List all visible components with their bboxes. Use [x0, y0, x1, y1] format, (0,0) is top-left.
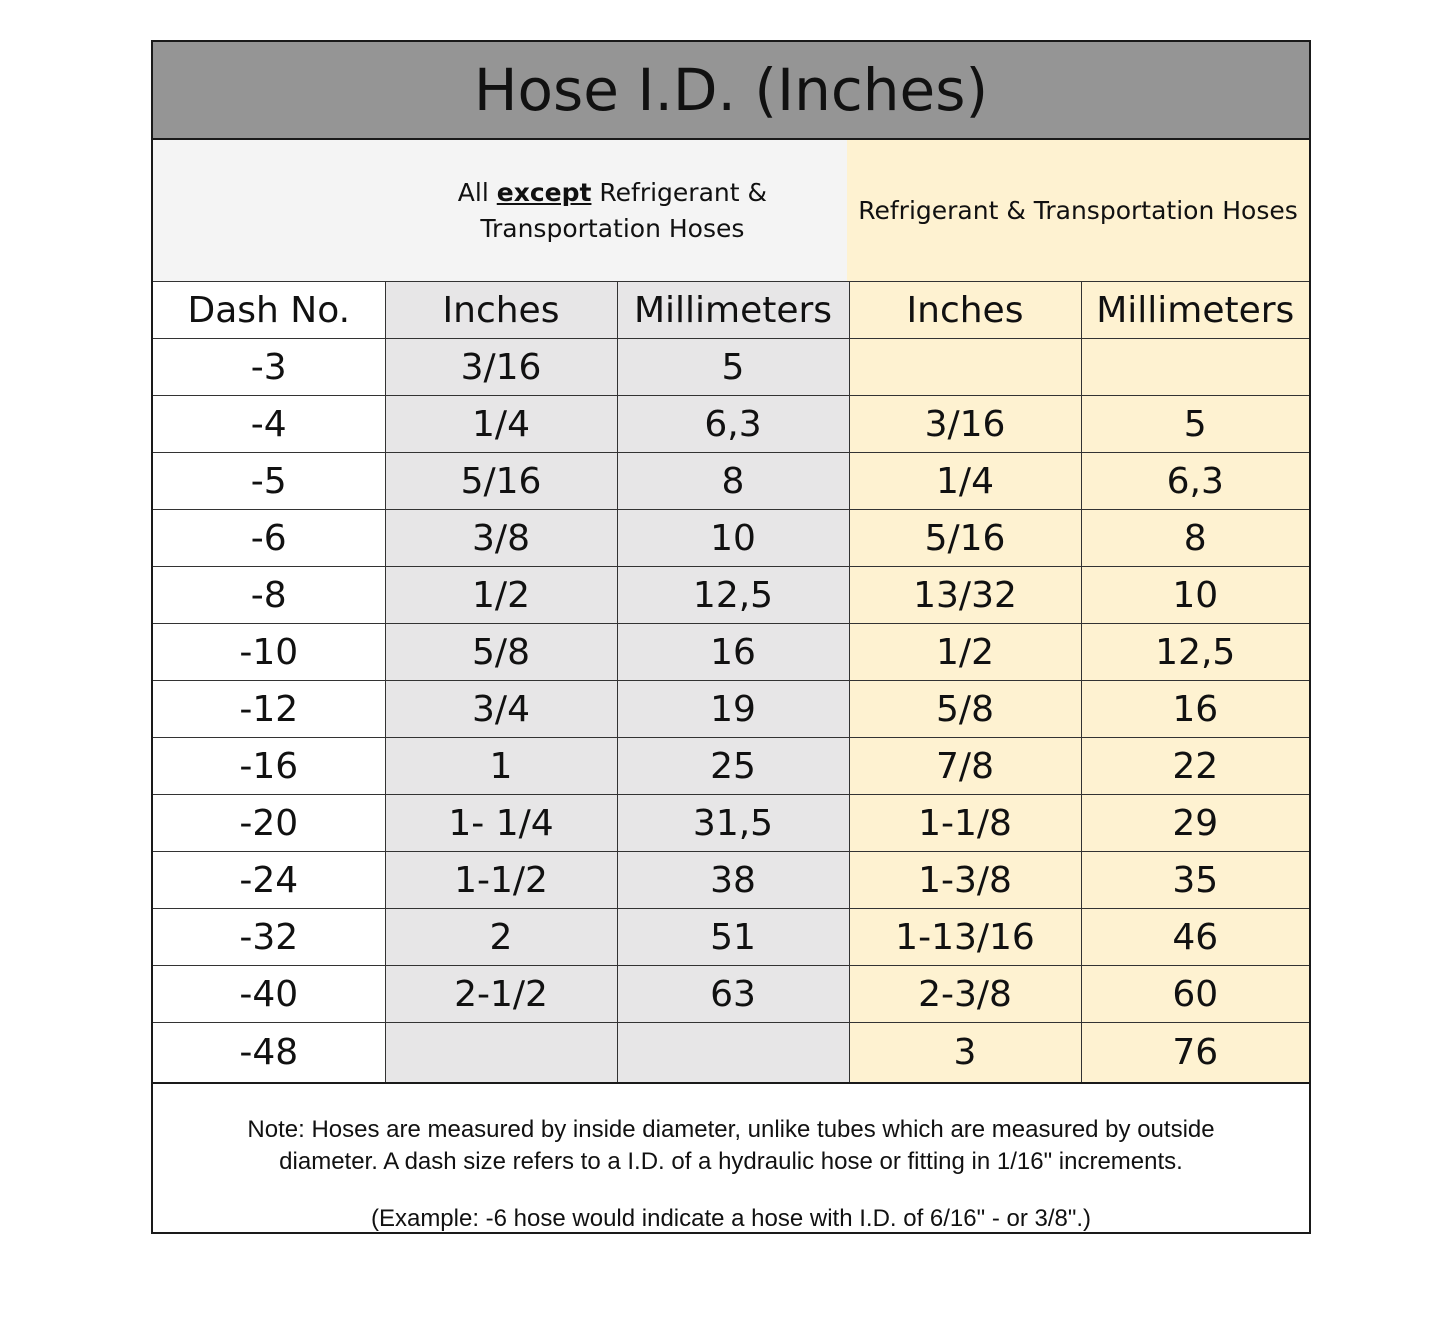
cell-inches-standard: 5/16 — [385, 453, 617, 510]
cell-mm-standard: 5 — [617, 339, 849, 396]
group-header-row — [153, 140, 1309, 283]
cell-mm-refrigerant: 46 — [1081, 909, 1309, 966]
cell-dash-no: -12 — [153, 681, 385, 738]
table-row — [153, 567, 1309, 624]
group-left-emphasis: except — [496, 177, 592, 207]
cell-inches-standard: 3/16 — [385, 339, 617, 396]
cell-inches-standard: 1/4 — [385, 396, 617, 453]
cell-mm-standard: 31,5 — [617, 795, 849, 852]
cell-mm-refrigerant: 35 — [1081, 852, 1309, 909]
note-line-1: Note: Hoses are measured by inside diameter, unlike tubes which are measured by outside — [247, 1116, 1215, 1143]
cell-mm-standard: 25 — [617, 738, 849, 795]
cell-inches-refrigerant: 1/4 — [849, 453, 1081, 510]
cell-inches-standard: 3/8 — [385, 510, 617, 567]
cell-inches-standard: 1- 1/4 — [385, 795, 617, 852]
cell-inches-refrigerant: 1-1/8 — [849, 795, 1081, 852]
cell-mm-refrigerant: 22 — [1081, 738, 1309, 795]
col-header-mm-refrigerant: Millimeters — [1081, 282, 1309, 339]
cell-inches-standard: 1/2 — [385, 567, 617, 624]
cell-inches-refrigerant: 1-3/8 — [849, 852, 1081, 909]
cell-mm-standard: 51 — [617, 909, 849, 966]
cell-mm-standard: 10 — [617, 510, 849, 567]
cell-inches-refrigerant: 5/16 — [849, 510, 1081, 567]
note-line-2: diameter. A dash size refers to a I.D. of a hydraulic hose or fitting in 1/16" increments. — [279, 1148, 1183, 1175]
column-header-row — [153, 282, 1309, 339]
cell-mm-standard: 8 — [617, 453, 849, 510]
cell-inches-standard: 1 — [385, 738, 617, 795]
cell-mm-refrigerant: 76 — [1081, 1023, 1309, 1084]
col-header-mm-standard: Millimeters — [617, 282, 849, 339]
table-row — [153, 852, 1309, 909]
cell-mm-standard: 63 — [617, 966, 849, 1023]
group-left-line2: Transportation Hoses — [480, 213, 745, 243]
table-row — [153, 966, 1309, 1023]
cell-mm-refrigerant — [1081, 339, 1309, 396]
cell-mm-standard: 19 — [617, 681, 849, 738]
cell-inches-standard: 5/8 — [385, 624, 617, 681]
cell-inches-refrigerant: 2-3/8 — [849, 966, 1081, 1023]
cell-dash-no: -5 — [153, 453, 385, 510]
cell-inches-refrigerant: 13/32 — [849, 567, 1081, 624]
cell-dash-no: -40 — [153, 966, 385, 1023]
table-row — [153, 909, 1309, 966]
table-row — [153, 738, 1309, 795]
cell-mm-standard: 12,5 — [617, 567, 849, 624]
cell-dash-no: -32 — [153, 909, 385, 966]
col-header-inches-refrigerant: Inches — [849, 282, 1081, 339]
col-header-dash: Dash No. — [153, 282, 385, 339]
cell-inches-refrigerant: 7/8 — [849, 738, 1081, 795]
group-left-suffix: Refrigerant & — [591, 177, 767, 207]
cell-dash-no: -16 — [153, 738, 385, 795]
cell-mm-refrigerant: 60 — [1081, 966, 1309, 1023]
table-row — [153, 453, 1309, 510]
cell-dash-no: -6 — [153, 510, 385, 567]
group-left-prefix: All — [457, 177, 497, 207]
cell-mm-refrigerant: 8 — [1081, 510, 1309, 567]
cell-inches-refrigerant — [849, 339, 1081, 396]
note-example: (Example: -6 hose would indicate a hose with I.D. of 6/16" - or 3/8".) — [370, 1205, 1092, 1232]
cell-inches-refrigerant: 3/16 — [849, 396, 1081, 453]
cell-mm-standard: 6,3 — [617, 396, 849, 453]
table-row — [153, 396, 1309, 453]
cell-inches-refrigerant: 3 — [849, 1023, 1081, 1084]
table-row — [153, 510, 1309, 567]
cell-mm-refrigerant: 16 — [1081, 681, 1309, 738]
col-header-inches-standard: Inches — [385, 282, 617, 339]
hose-size-chart — [151, 40, 1311, 1234]
cell-mm-refrigerant: 29 — [1081, 795, 1309, 852]
cell-dash-no: -3 — [153, 339, 385, 396]
cell-mm-standard: 16 — [617, 624, 849, 681]
table-row — [153, 624, 1309, 681]
table-row — [153, 681, 1309, 738]
cell-dash-no: -48 — [153, 1023, 385, 1084]
cell-inches-refrigerant: 1/2 — [849, 624, 1081, 681]
footnote — [153, 1114, 1309, 1235]
table-row — [153, 1023, 1309, 1084]
cell-inches-standard: 2 — [385, 909, 617, 966]
cell-mm-refrigerant: 12,5 — [1081, 624, 1309, 681]
cell-dash-no: -4 — [153, 396, 385, 453]
group-header-standard — [153, 140, 847, 281]
cell-mm-standard: 38 — [617, 852, 849, 909]
cell-inches-refrigerant: 5/8 — [849, 681, 1081, 738]
cell-dash-no: -10 — [153, 624, 385, 681]
table-row — [153, 339, 1309, 396]
cell-dash-no: -8 — [153, 567, 385, 624]
cell-mm-refrigerant: 10 — [1081, 567, 1309, 624]
cell-dash-no: -20 — [153, 795, 385, 852]
group-header-standard-text — [458, 175, 767, 247]
table-row — [153, 795, 1309, 852]
cell-inches-standard — [385, 1023, 617, 1084]
cell-inches-refrigerant: 1-13/16 — [849, 909, 1081, 966]
group-header-refrigerant: Refrigerant & Transportation Hoses — [847, 140, 1309, 281]
cell-inches-standard: 3/4 — [385, 681, 617, 738]
cell-mm-standard — [617, 1023, 849, 1084]
cell-mm-refrigerant: 6,3 — [1081, 453, 1309, 510]
cell-dash-no: -24 — [153, 852, 385, 909]
chart-title: Hose I.D. (Inches) — [153, 42, 1309, 140]
size-table — [153, 282, 1309, 1084]
cell-inches-standard: 1-1/2 — [385, 852, 617, 909]
cell-inches-standard: 2-1/2 — [385, 966, 617, 1023]
cell-mm-refrigerant: 5 — [1081, 396, 1309, 453]
